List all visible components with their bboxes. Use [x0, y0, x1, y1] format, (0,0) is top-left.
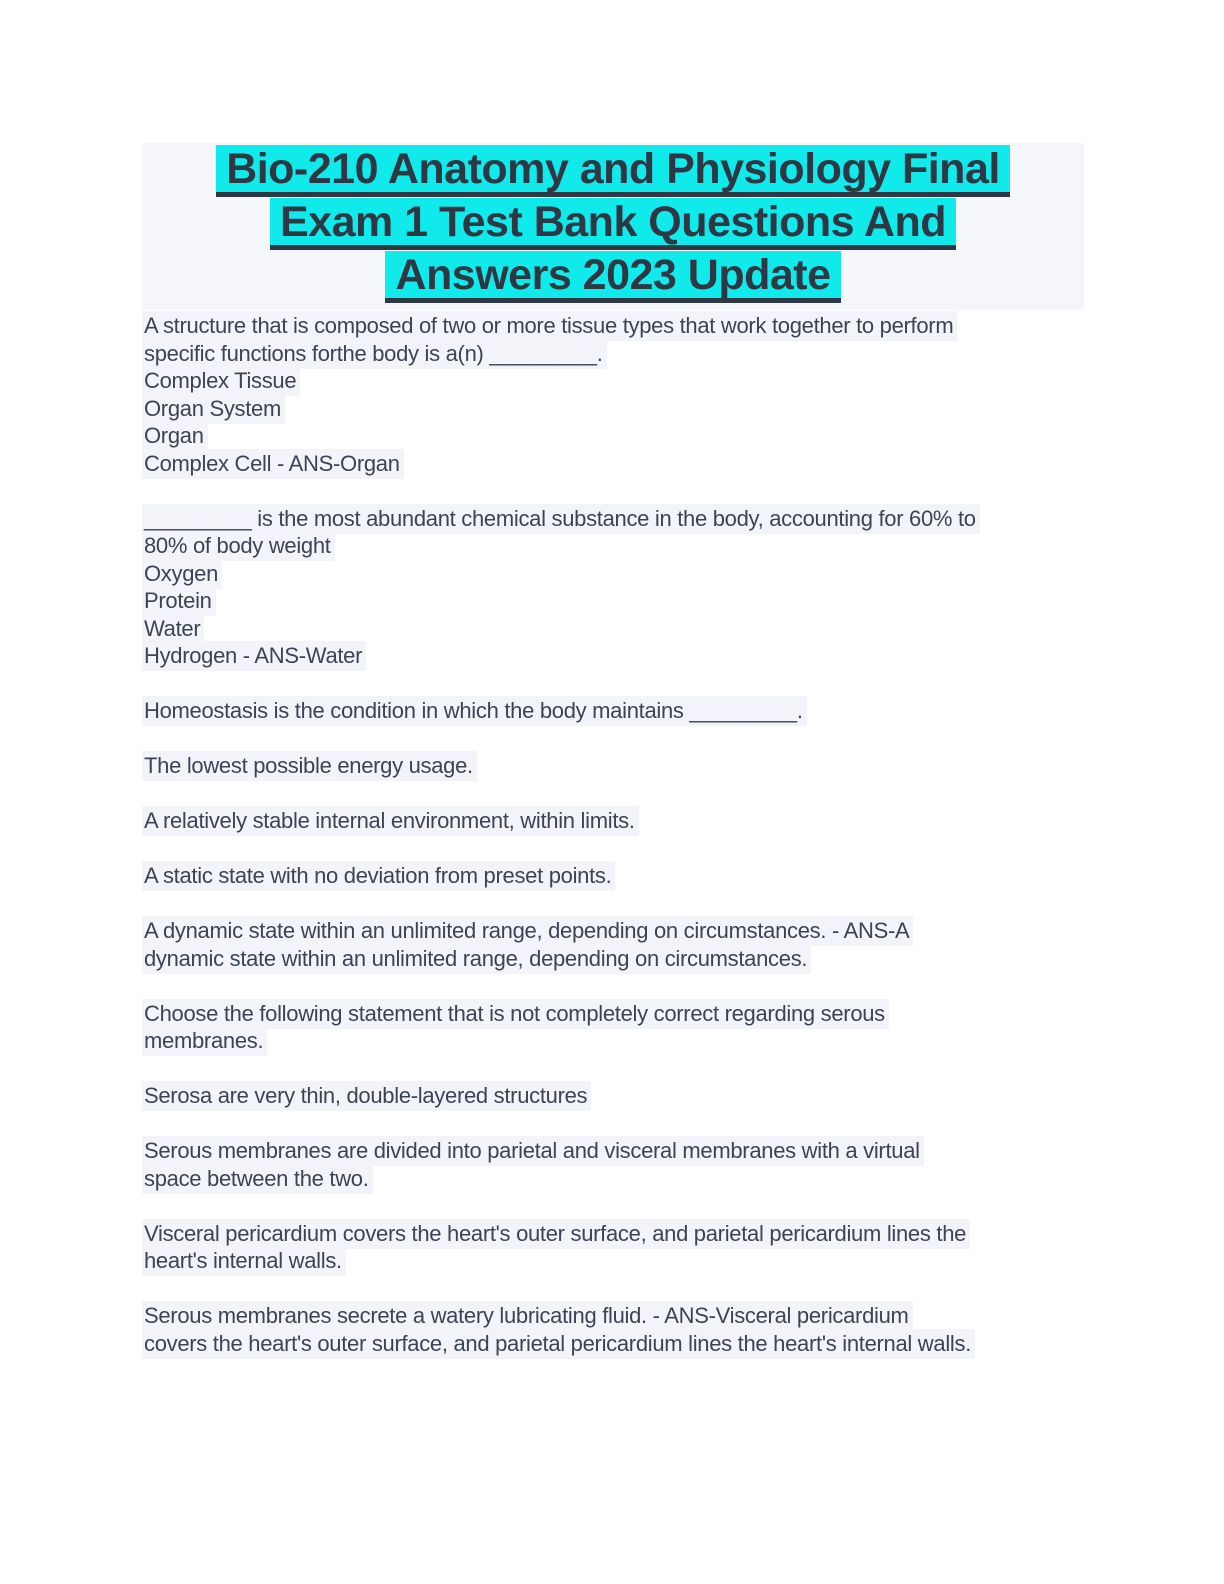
highlighted-text: Serous membranes secrete a watery lubricating fluid. - ANS-Visceral pericardium: [142, 1301, 913, 1331]
text-line: [142, 505, 1084, 533]
paragraph: [142, 917, 1084, 972]
text-line: [142, 422, 1084, 450]
highlighted-text: Oxygen: [142, 559, 222, 589]
text-line: [142, 1330, 1084, 1358]
highlighted-text: A structure that is composed of two or more tissue types that work together to perform: [142, 311, 957, 341]
highlighted-text: Serosa are very thin, double-layered structures: [142, 1081, 591, 1111]
title-panel: [142, 143, 1084, 310]
highlighted-text: 80% of body weight: [142, 531, 335, 561]
paragraph: [142, 697, 1084, 725]
title-line: [142, 198, 1084, 251]
text-line: [142, 697, 1084, 725]
text-line: [142, 615, 1084, 643]
text-line: [142, 1302, 1084, 1330]
paragraph: [142, 505, 1084, 670]
paragraph: [142, 1000, 1084, 1055]
title-highlighted-text: Bio-210 Anatomy and Physiology Final: [216, 145, 1010, 197]
text-line: [142, 395, 1084, 423]
text-line: [142, 1027, 1084, 1055]
text-line: [142, 587, 1084, 615]
text-line: [142, 1165, 1084, 1193]
highlighted-text: Choose the following statement that is not completely correct regarding serous: [142, 999, 889, 1029]
text-line: [142, 450, 1084, 478]
highlighted-text: membranes.: [142, 1026, 267, 1056]
highlighted-text: dynamic state within an unlimited range, depending on circumstances.: [142, 944, 811, 974]
paragraph: [142, 312, 1084, 477]
highlighted-text: heart's internal walls.: [142, 1246, 346, 1276]
page-content: [142, 143, 1084, 1357]
paragraph: [142, 1137, 1084, 1192]
text-line: [142, 532, 1084, 560]
text-line: [142, 1220, 1084, 1248]
highlighted-text: A relatively stable internal environment, within limits.: [142, 806, 639, 836]
highlighted-text: Hydrogen - ANS-Water: [142, 641, 366, 671]
highlighted-text: Visceral pericardium covers the heart's outer surface, and parietal pericardium lines the: [142, 1219, 970, 1249]
text-line: [142, 807, 1084, 835]
text-line: [142, 1247, 1084, 1275]
title-highlighted-text: Exam 1 Test Bank Questions And: [270, 198, 956, 250]
text-line: [142, 752, 1084, 780]
highlighted-text: A dynamic state within an unlimited range, depending on circumstances. - ANS-A: [142, 916, 913, 946]
highlighted-text: covers the heart's outer surface, and parietal pericardium lines the heart's internal walls.: [142, 1329, 975, 1359]
text-line: [142, 1137, 1084, 1165]
highlighted-text: _________ is the most abundant chemical substance in the body, accounting for 60% to: [142, 504, 980, 534]
title-line: [142, 251, 1084, 304]
title-line: [142, 145, 1084, 198]
text-line: [142, 642, 1084, 670]
text-line: [142, 367, 1084, 395]
highlighted-text: Organ System: [142, 394, 285, 424]
highlighted-text: Protein: [142, 586, 216, 616]
document-body: [142, 312, 1084, 1357]
highlighted-text: specific functions forthe body is a(n) _________.: [142, 339, 607, 369]
text-line: [142, 340, 1084, 368]
highlighted-text: space between the two.: [142, 1164, 373, 1194]
highlighted-text: Homeostasis is the condition in which the body maintains _________.: [142, 696, 807, 726]
highlighted-text: Complex Cell - ANS-Organ: [142, 449, 404, 479]
highlighted-text: Water: [142, 614, 204, 644]
title-highlighted-text: Answers 2023 Update: [385, 251, 840, 303]
highlighted-text: A static state with no deviation from preset points.: [142, 861, 615, 891]
text-line: [142, 1000, 1084, 1028]
text-line: [142, 862, 1084, 890]
highlighted-text: Serous membranes are divided into parietal and visceral membranes with a virtual: [142, 1136, 924, 1166]
highlighted-text: The lowest possible energy usage.: [142, 751, 477, 781]
text-line: [142, 312, 1084, 340]
paragraph: [142, 1220, 1084, 1275]
text-line: [142, 560, 1084, 588]
text-line: [142, 917, 1084, 945]
text-line: [142, 945, 1084, 973]
paragraph: [142, 1082, 1084, 1110]
paragraph: [142, 807, 1084, 835]
paragraph: [142, 752, 1084, 780]
highlighted-text: Complex Tissue: [142, 366, 300, 396]
paragraph: [142, 862, 1084, 890]
highlighted-text: Organ: [142, 421, 208, 451]
paragraph: [142, 1302, 1084, 1357]
text-line: [142, 1082, 1084, 1110]
